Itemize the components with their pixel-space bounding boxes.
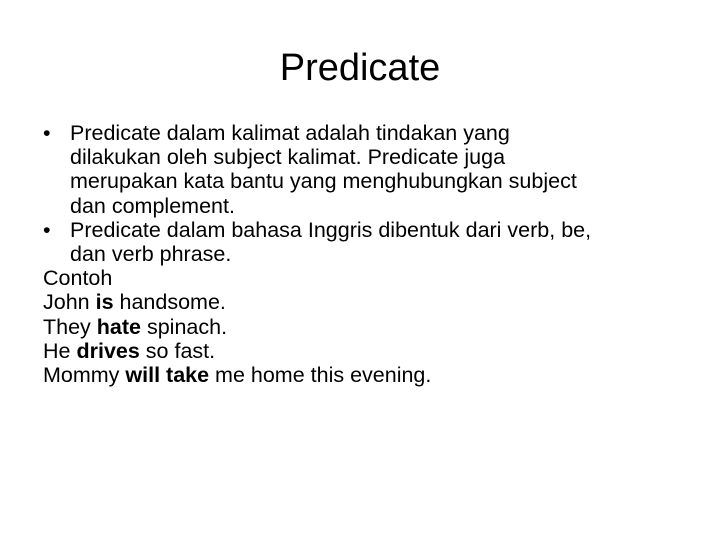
- example-sentence: [43, 363, 693, 387]
- example-text: handsome.: [113, 290, 226, 315]
- example-text: so fast.: [139, 338, 216, 363]
- example-sentence: [43, 339, 693, 363]
- example-text: Mommy: [43, 363, 126, 388]
- example-text: John: [43, 290, 96, 315]
- bullet-marker: •: [43, 217, 51, 242]
- example-text: me home this evening.: [209, 363, 432, 388]
- bullet-line: merupakan kata bantu yang menghubungkan subject: [70, 169, 577, 194]
- example-predicate: drives: [76, 338, 140, 363]
- example-text: He: [43, 338, 77, 363]
- slide-body: [43, 121, 693, 387]
- example-sentence: [43, 315, 693, 339]
- example-text: spinach.: [141, 314, 228, 339]
- example-sentence: [43, 290, 693, 314]
- bullet-line: dan complement.: [70, 193, 235, 218]
- example-predicate: is: [95, 290, 114, 315]
- example-heading: Contoh: [43, 266, 113, 291]
- bullet-item: [43, 218, 693, 266]
- example-predicate: hate: [96, 314, 141, 339]
- bullet-line: dilakukan oleh subject kalimat. Predicate juga: [70, 145, 506, 170]
- example-text: They: [43, 314, 97, 339]
- bullet-line: Predicate dalam bahasa Inggris dibentuk dari verb, be,: [70, 217, 592, 242]
- example-predicate: will take: [125, 363, 210, 388]
- slide-title: Predicate: [279, 47, 441, 89]
- bullet-marker: •: [43, 121, 51, 145]
- bullet-item: [43, 121, 693, 218]
- bullet-line: dan verb phrase.: [70, 242, 232, 267]
- bullet-line: Predicate dalam kalimat adalah tindakan yang: [70, 121, 510, 145]
